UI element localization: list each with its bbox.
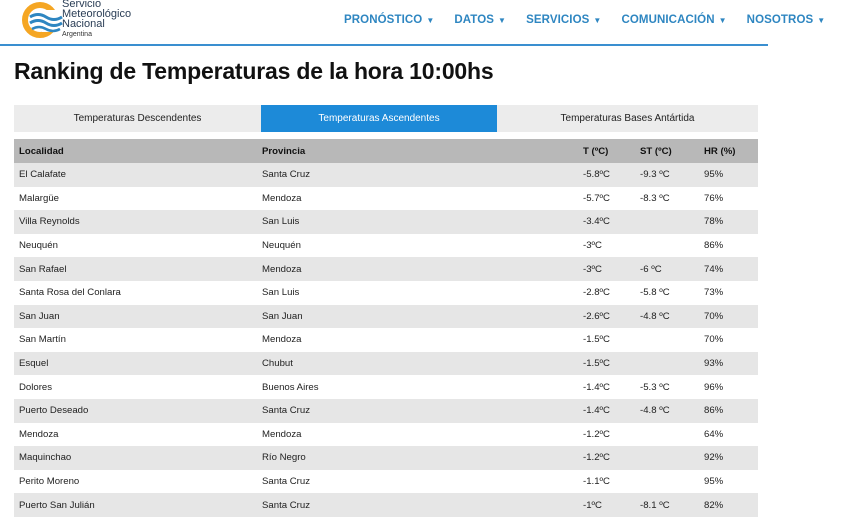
cell-provincia: Santa Cruz [257, 470, 578, 494]
nav-item-label: NOSOTROS [746, 14, 814, 26]
cell-localidad: Malargüe [14, 187, 257, 211]
cell-humedad: 92% [699, 446, 758, 470]
cell-temperatura: -5.8ºC [578, 163, 635, 187]
cell-sensacion-termica [635, 352, 699, 376]
cell-humedad: 86% [699, 399, 758, 423]
cell-localidad: Puerto Deseado [14, 399, 257, 423]
brand-line-1: Servicio [62, 0, 102, 10]
cell-localidad: Puerto San Julián [14, 493, 257, 517]
cell-provincia: Mendoza [257, 328, 578, 352]
chevron-down-icon: ▼ [426, 15, 435, 25]
cell-provincia: Río Negro [257, 446, 578, 470]
cell-humedad: 95% [699, 470, 758, 494]
tab-temperaturas-ascendentes[interactable]: Temperaturas Ascendentes [261, 105, 497, 132]
table-header [14, 139, 758, 163]
cell-temperatura: -1ºC [578, 493, 635, 517]
chevron-down-icon: ▼ [593, 15, 602, 25]
cell-provincia: Buenos Aires [257, 375, 578, 399]
cell-sensacion-termica [635, 423, 699, 447]
cell-localidad: San Martín [14, 328, 257, 352]
cell-provincia: Santa Cruz [257, 163, 578, 187]
table-row [14, 187, 758, 211]
cell-temperatura: -1.5ºC [578, 328, 635, 352]
table-row [14, 493, 758, 517]
column-header-humedad: HR (%) [699, 139, 758, 163]
cell-humedad: 70% [699, 305, 758, 329]
page-title: Ranking de Temperaturas de la hora 10:00hs [14, 58, 494, 84]
cell-humedad: 86% [699, 234, 758, 258]
cell-localidad: Maquinchao [14, 446, 257, 470]
cell-sensacion-termica: -5.3 ºC [635, 375, 699, 399]
cell-provincia: Mendoza [257, 423, 578, 447]
cell-temperatura: -1.4ºC [578, 375, 635, 399]
table-row [14, 352, 758, 376]
cell-sensacion-termica [635, 446, 699, 470]
table-body [14, 163, 758, 517]
cell-humedad: 93% [699, 352, 758, 376]
chevron-down-icon: ▼ [498, 15, 507, 25]
cell-provincia: San Juan [257, 305, 578, 329]
nav-item-comunicacion[interactable] [621, 14, 726, 26]
cell-temperatura: -3ºC [578, 234, 635, 258]
tab-temperaturas-bases-antartida[interactable]: Temperaturas Bases Antártida [560, 113, 695, 124]
cell-localidad: Dolores [14, 375, 257, 399]
table-row [14, 423, 758, 447]
table-row [14, 257, 758, 281]
column-header-sensacion-termica: ST (ºC) [635, 139, 699, 163]
cell-localidad: Perito Moreno [14, 470, 257, 494]
cell-provincia: Neuquén [257, 234, 578, 258]
cell-localidad: San Juan [14, 305, 257, 329]
cell-temperatura: -2.6ºC [578, 305, 635, 329]
ranking-table [14, 139, 758, 517]
cell-sensacion-termica: -4.8 ºC [635, 399, 699, 423]
brand-line-3: Nacional [62, 18, 105, 30]
cell-localidad: Esquel [14, 352, 257, 376]
cell-temperatura: -3.4ºC [578, 210, 635, 234]
cell-provincia: Santa Cruz [257, 493, 578, 517]
brand-line-2: Meteorológico [62, 8, 132, 20]
cell-temperatura: -1.2ºC [578, 423, 635, 447]
cell-localidad: Santa Rosa del Conlara [14, 281, 257, 305]
cell-humedad: 76% [699, 187, 758, 211]
table-row [14, 281, 758, 305]
table-row [14, 305, 758, 329]
cell-provincia: San Luis [257, 281, 578, 305]
nav-item-label: DATOS [454, 14, 495, 26]
chevron-down-icon: ▼ [718, 15, 727, 25]
cell-humedad: 96% [699, 375, 758, 399]
cell-sensacion-termica: -8.1 ºC [635, 493, 699, 517]
nav-item-nosotros[interactable] [747, 14, 826, 26]
table-row [14, 399, 758, 423]
nav-item-label: SERVICIOS [526, 14, 590, 26]
column-header-temperatura: T (ºC) [578, 139, 635, 163]
table-header-row [14, 139, 758, 163]
cell-localidad: El Calafate [14, 163, 257, 187]
cell-humedad: 82% [699, 493, 758, 517]
table-row [14, 234, 758, 258]
site-header [0, 0, 826, 46]
table-row [14, 470, 758, 494]
cell-provincia: Chubut [257, 352, 578, 376]
cell-humedad: 95% [699, 163, 758, 187]
cell-provincia: San Luis [257, 210, 578, 234]
cell-localidad: Villa Reynolds [14, 210, 257, 234]
cell-sensacion-termica: -8.3 ºC [635, 187, 699, 211]
cell-temperatura: -1.4ºC [578, 399, 635, 423]
cell-sensacion-termica [635, 234, 699, 258]
ranking-tabs [14, 105, 758, 132]
cell-sensacion-termica [635, 470, 699, 494]
cell-localidad: San Rafael [14, 257, 257, 281]
table-row [14, 375, 758, 399]
cell-sensacion-termica: -5.8 ºC [635, 281, 699, 305]
cell-temperatura: -1.5ºC [578, 352, 635, 376]
smn-logo-icon[interactable] [20, 0, 64, 40]
brand-line-4: Argentina [62, 31, 92, 38]
table-row [14, 446, 758, 470]
cell-provincia: Santa Cruz [257, 399, 578, 423]
chevron-down-icon: ▼ [817, 15, 826, 25]
cell-sensacion-termica: -4.8 ºC [635, 305, 699, 329]
cell-temperatura: -2.8ºC [578, 281, 635, 305]
column-header-provincia: Provincia [257, 139, 578, 163]
cell-humedad: 78% [699, 210, 758, 234]
nav-item-datos[interactable] [454, 14, 506, 26]
cell-temperatura: -3ºC [578, 257, 635, 281]
cell-humedad: 64% [699, 423, 758, 447]
table-row [14, 210, 758, 234]
nav-item-pronostico[interactable] [344, 14, 434, 26]
cell-humedad: 70% [699, 328, 758, 352]
brand-name[interactable] [62, 0, 131, 40]
cell-temperatura: -5.7ºC [578, 187, 635, 211]
table-row [14, 328, 758, 352]
cell-provincia: Mendoza [257, 257, 578, 281]
cell-sensacion-termica: -9.3 ºC [635, 163, 699, 187]
cell-sensacion-termica: -6 ºC [635, 257, 699, 281]
cell-temperatura: -1.1ºC [578, 470, 635, 494]
nav-item-servicios[interactable] [526, 14, 601, 26]
main-nav [344, 14, 845, 26]
cell-sensacion-termica [635, 328, 699, 352]
cell-sensacion-termica [635, 210, 699, 234]
table-row [14, 163, 758, 187]
cell-humedad: 74% [699, 257, 758, 281]
cell-localidad: Neuquén [14, 234, 257, 258]
nav-item-label: COMUNICACIÓN [621, 14, 715, 26]
cell-provincia: Mendoza [257, 187, 578, 211]
cell-humedad: 73% [699, 281, 758, 305]
tab-temperaturas-descendentes[interactable]: Temperaturas Descendentes [73, 113, 202, 124]
column-header-localidad: Localidad [14, 139, 257, 163]
nav-item-label: PRONÓSTICO [344, 14, 423, 26]
cell-localidad: Mendoza [14, 423, 257, 447]
cell-temperatura: -1.2ºC [578, 446, 635, 470]
